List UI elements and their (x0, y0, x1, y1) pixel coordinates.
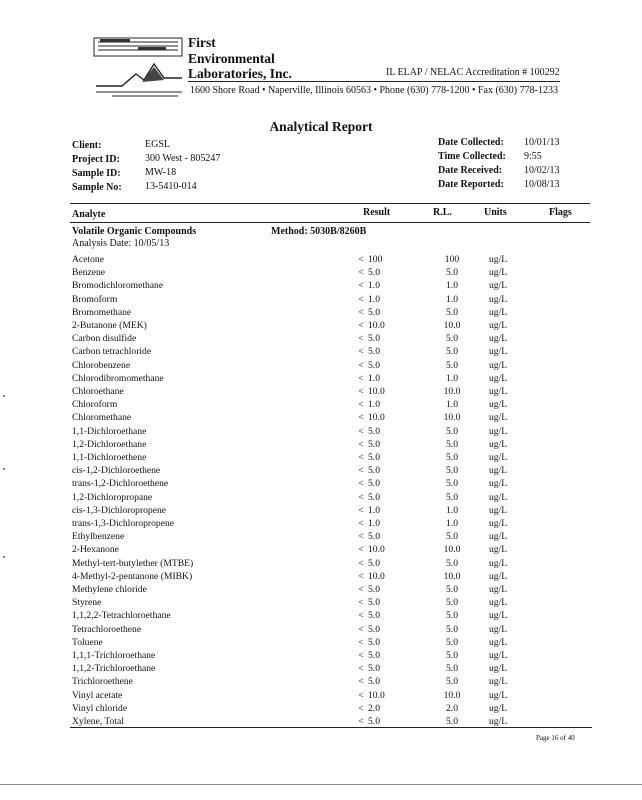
analyte-name: Styrene (72, 597, 102, 609)
qualifier: < (358, 254, 364, 265)
result-value: 1.0 (368, 399, 380, 411)
result-value: 100 (368, 254, 383, 265)
table-row (0, 279, 642, 292)
method-label: Method: 5030B/8260B (271, 226, 367, 237)
result-value: 10.0 (368, 570, 385, 582)
table-row (0, 636, 642, 649)
rl-value: 5.0 (446, 716, 458, 727)
result-value: 5.0 (368, 597, 380, 609)
rl-value: 1.0 (446, 504, 458, 516)
rl-value: 5.0 (446, 676, 458, 688)
company-name-line2: Environmental (188, 51, 275, 66)
analyte-name: Trichloroethene (72, 676, 133, 688)
table-row (0, 345, 642, 358)
table-row (0, 504, 642, 517)
result-value: 5.0 (368, 491, 380, 503)
sample-id-label: Sample ID: (72, 168, 121, 179)
units-value: ug/L (489, 425, 508, 437)
table-row (0, 332, 642, 345)
col-header-analyte: Analyte (72, 209, 106, 220)
analyte-name: 1,1,2,2-Tetrachloroethane (72, 610, 171, 622)
rl-value: 5.0 (446, 478, 458, 490)
units-value: ug/L (489, 438, 508, 450)
col-header-result: Result (363, 207, 391, 218)
qualifier: < (358, 452, 364, 463)
result-value: 2.0 (368, 702, 380, 714)
qualifier: < (358, 610, 364, 622)
header-divider (188, 81, 560, 82)
units-value: ug/L (489, 372, 508, 384)
rl-value: 5.0 (446, 438, 458, 450)
qualifier: < (358, 267, 364, 279)
result-value: 5.0 (368, 346, 380, 358)
table-row (0, 675, 642, 688)
time-collected-value: 9:55 (524, 151, 542, 162)
rl-value: 1.0 (446, 293, 458, 305)
qualifier: < (358, 663, 364, 675)
analyte-name: Ethylbenzene (72, 531, 125, 543)
qualifier: < (358, 557, 364, 569)
analyte-name: Benzene (72, 267, 106, 279)
qualifier: < (358, 306, 364, 318)
result-value: 5.0 (368, 465, 380, 477)
qualifier: < (358, 702, 364, 714)
rl-value: 5.0 (446, 531, 458, 543)
result-value: 5.0 (368, 306, 380, 318)
project-id-label: Project ID: (72, 154, 120, 165)
result-value: 5.0 (368, 267, 380, 279)
rl-value: 5.0 (446, 359, 458, 371)
table-row (0, 491, 642, 504)
scan-speck (3, 556, 5, 558)
client-value: EGSL (145, 139, 170, 150)
project-id-value: 300 West - 805247 (145, 153, 221, 164)
qualifier: < (358, 504, 364, 516)
units-value: ug/L (489, 597, 508, 609)
analyte-name: 1,2-Dichloropropane (72, 491, 153, 503)
table-row (0, 464, 642, 477)
result-value: 5.0 (368, 636, 380, 648)
table-row (0, 596, 642, 609)
table-top-rule (70, 203, 590, 204)
result-value: 5.0 (368, 359, 380, 371)
table-row (0, 649, 642, 662)
table-row (0, 689, 642, 702)
result-value: 5.0 (368, 676, 380, 688)
rl-value: 5.0 (446, 610, 458, 622)
qualifier: < (358, 570, 364, 582)
qualifier: < (358, 465, 364, 477)
qualifier: < (358, 412, 364, 424)
table-row (0, 425, 642, 438)
table-row (0, 543, 642, 556)
rl-value: 10.0 (443, 544, 461, 556)
analyte-name: Bromomethane (72, 306, 132, 318)
analyte-name: cis-1,3-Dichloropropene (72, 504, 167, 516)
analyte-name: Vinyl chloride (72, 702, 128, 714)
table-row (0, 319, 642, 332)
company-name-line3: Laboratories, Inc. (188, 66, 292, 81)
table-row (0, 411, 642, 424)
col-header-rl: R.L. (433, 207, 452, 218)
units-value: ug/L (489, 412, 508, 424)
qualifier: < (358, 320, 364, 331)
rl-value: 1.0 (446, 399, 458, 411)
result-value: 1.0 (368, 280, 380, 292)
qualifier: < (358, 333, 364, 345)
analyte-name: Acetone (72, 254, 104, 265)
rl-value: 5.0 (446, 650, 458, 661)
analyte-name: 2-Butanone (MEK) (72, 320, 147, 331)
table-row (0, 609, 642, 622)
units-value: ug/L (489, 465, 508, 477)
analyte-name: 1,1,2-Trichloroethane (72, 663, 156, 675)
analyte-name: Chloroethane (72, 386, 124, 397)
result-value: 10.0 (368, 689, 385, 701)
units-value: ug/L (489, 504, 508, 516)
analyte-name: 1,1-Dichloroethane (72, 425, 147, 437)
sample-id-value: MW-18 (145, 167, 177, 178)
units-value: ug/L (489, 610, 508, 622)
analyte-name: Toluene (72, 636, 103, 648)
analyte-name: Carbon tetrachloride (72, 346, 152, 358)
time-collected-label: Time Collected: (438, 151, 506, 162)
units-value: ug/L (489, 280, 508, 292)
analyte-name: Chloroform (72, 399, 118, 411)
table-row (0, 530, 642, 543)
date-collected-value: 10/01/13 (524, 137, 560, 148)
qualifier: < (358, 478, 364, 490)
units-value: ug/L (489, 478, 508, 490)
scan-speck (3, 395, 5, 397)
result-value: 5.0 (368, 584, 380, 595)
qualifier: < (358, 491, 364, 503)
units-value: ug/L (489, 557, 508, 569)
units-value: ug/L (489, 531, 508, 543)
accreditation-text: IL ELAP / NELAC Accreditation # 100292 (386, 67, 560, 78)
result-value: 5.0 (368, 610, 380, 622)
table-row (0, 451, 642, 464)
page-number: Page 16 of 40 (536, 734, 575, 742)
sample-no-value: 13-5410-014 (145, 181, 197, 192)
qualifier: < (358, 372, 364, 384)
result-value: 10.0 (368, 386, 385, 397)
analyte-name: 1,2-Dichloroethane (72, 438, 147, 450)
table-row (0, 359, 642, 372)
rl-value: 5.0 (446, 597, 458, 609)
rl-value: 5.0 (446, 491, 458, 503)
rl-value: 5.0 (446, 452, 458, 463)
rl-value: 5.0 (446, 425, 458, 437)
rl-value: 5.0 (446, 623, 458, 635)
rl-value: 100 (444, 254, 460, 265)
rl-value: 1.0 (446, 372, 458, 384)
rl-value: 5.0 (446, 663, 458, 675)
table-row (0, 266, 642, 279)
date-collected-label: Date Collected: (438, 137, 504, 148)
rl-value: 10.0 (443, 570, 461, 582)
analyte-name: Chlorobenzene (72, 359, 131, 371)
result-value: 5.0 (368, 663, 380, 675)
result-value: 5.0 (368, 557, 380, 569)
rl-value: 10.0 (443, 386, 461, 397)
qualifier: < (358, 716, 364, 727)
analyte-name: Methyl-tert-butylether (MTBE) (72, 557, 194, 569)
table-bottom-rule (70, 727, 592, 728)
units-value: ug/L (489, 491, 508, 503)
result-value: 5.0 (368, 452, 380, 463)
scan-edge-line (0, 784, 642, 785)
sample-no-label: Sample No: (72, 182, 122, 193)
analysis-date: Analysis Date: 10/05/13 (72, 238, 170, 249)
rl-value: 2.0 (446, 702, 458, 714)
units-value: ug/L (489, 267, 508, 279)
analyte-name: 1,1,1-Trichloroethane (72, 650, 156, 661)
date-received-label: Date Received: (438, 165, 503, 176)
qualifier: < (358, 280, 364, 292)
qualifier: < (358, 359, 364, 371)
qualifier: < (358, 584, 364, 595)
analyte-name: Vinyl acetate (72, 689, 123, 701)
units-value: ug/L (489, 663, 508, 675)
table-row (0, 702, 642, 715)
units-value: ug/L (489, 650, 508, 661)
result-value: 5.0 (368, 438, 380, 450)
units-value: ug/L (489, 716, 508, 727)
result-value: 5.0 (368, 650, 380, 661)
analyte-name: 2-Hexanone (72, 544, 119, 556)
table-row (0, 570, 642, 583)
units-value: ug/L (489, 702, 508, 714)
analyte-name: Xylene, Total (72, 716, 124, 727)
col-header-units: Units (484, 207, 507, 218)
units-value: ug/L (489, 570, 508, 582)
analyte-name: 4-Methyl-2-pentanone (MIBK) (72, 570, 193, 582)
analyte-name: Tetrachloroethene (72, 623, 142, 635)
analyte-name: Carbon disulfide (72, 333, 137, 345)
qualifier: < (358, 636, 364, 648)
date-reported-label: Date Reported: (438, 179, 504, 190)
company-logo-icon (92, 34, 184, 98)
result-value: 10.0 (368, 412, 385, 424)
table-row (0, 557, 642, 570)
result-value: 1.0 (368, 372, 380, 384)
result-value: 1.0 (368, 518, 380, 529)
units-value: ug/L (489, 623, 508, 635)
table-row (0, 293, 642, 306)
analyte-name: Chloromethane (72, 412, 132, 424)
col-header-flags: Flags (549, 207, 572, 218)
qualifier: < (358, 518, 364, 529)
result-value: 10.0 (368, 544, 385, 556)
company-name-line1: First (188, 35, 216, 50)
analyte-name: cis-1,2-Dichloroethene (72, 465, 161, 477)
analyte-name: trans-1,2-Dichloroethene (72, 478, 169, 490)
qualifier: < (358, 438, 364, 450)
analyte-name: trans-1,3-Dichloropropene (72, 518, 175, 529)
section-title: Volatile Organic Compounds (72, 226, 197, 237)
result-value: 5.0 (368, 531, 380, 543)
units-value: ug/L (489, 293, 508, 305)
result-value: 5.0 (368, 425, 380, 437)
table-row (0, 662, 642, 675)
units-value: ug/L (489, 452, 508, 463)
table-row (0, 583, 642, 596)
table-row (0, 253, 642, 266)
rl-value: 5.0 (446, 636, 458, 648)
rl-value: 5.0 (446, 306, 458, 318)
units-value: ug/L (489, 333, 508, 345)
units-value: ug/L (489, 399, 508, 411)
result-value: 5.0 (368, 478, 380, 490)
table-row (0, 477, 642, 490)
units-value: ug/L (489, 306, 508, 318)
units-value: ug/L (489, 320, 508, 331)
rl-value: 5.0 (446, 584, 458, 595)
units-value: ug/L (489, 346, 508, 358)
analyte-name: Methylene chloride (72, 584, 147, 595)
qualifier: < (358, 399, 364, 411)
qualifier: < (358, 386, 364, 397)
rl-value: 10.0 (443, 412, 461, 424)
units-value: ug/L (489, 254, 508, 265)
table-row (0, 438, 642, 451)
result-value: 5.0 (368, 716, 380, 727)
qualifier: < (358, 425, 364, 437)
rl-value: 5.0 (446, 333, 458, 345)
table-header-rule (70, 222, 590, 223)
qualifier: < (358, 676, 364, 688)
rl-value: 5.0 (446, 346, 458, 358)
rl-value: 1.0 (446, 518, 458, 529)
units-value: ug/L (489, 676, 508, 688)
rl-value: 5.0 (446, 267, 458, 279)
rl-value: 1.0 (446, 280, 458, 292)
rl-value: 5.0 (446, 465, 458, 477)
units-value: ug/L (489, 386, 508, 397)
company-address: 1600 Shore Road • Naperville, Illinois 60563 • Phone (630) 778-1200 • Fax (630) 778-1233 (190, 85, 558, 96)
analyte-name: 1,1-Dichloroethene (72, 452, 147, 463)
scan-speck (3, 468, 5, 470)
client-label: Client: (72, 140, 102, 151)
qualifier: < (358, 689, 364, 701)
result-value: 1.0 (368, 504, 380, 516)
result-value: 5.0 (368, 623, 380, 635)
qualifier: < (358, 623, 364, 635)
date-reported-value: 10/08/13 (524, 179, 560, 190)
qualifier: < (358, 346, 364, 358)
report-title: Analytical Report (269, 119, 373, 134)
rl-value: 10.0 (443, 689, 461, 701)
table-row (0, 372, 642, 385)
table-row (0, 385, 642, 398)
units-value: ug/L (489, 544, 508, 556)
rl-value: 10.0 (443, 320, 461, 331)
table-row (0, 306, 642, 319)
rl-value: 5.0 (446, 557, 458, 569)
qualifier: < (358, 650, 364, 661)
units-value: ug/L (489, 584, 508, 595)
qualifier: < (358, 597, 364, 609)
table-row (0, 398, 642, 411)
analyte-name: Bromodichloromethane (72, 280, 164, 292)
analyte-name: Bromoform (72, 293, 118, 305)
date-received-value: 10/02/13 (524, 165, 560, 176)
result-value: 1.0 (368, 293, 380, 305)
table-row (0, 623, 642, 636)
result-value: 5.0 (368, 333, 380, 345)
table-row (0, 517, 642, 530)
units-value: ug/L (489, 636, 508, 648)
qualifier: < (358, 293, 364, 305)
qualifier: < (358, 544, 364, 556)
units-value: ug/L (489, 359, 508, 371)
qualifier: < (358, 531, 364, 543)
units-value: ug/L (489, 689, 508, 701)
result-value: 10.0 (368, 320, 385, 331)
analyte-name: Chlorodibromomethane (72, 372, 164, 384)
units-value: ug/L (489, 518, 508, 529)
